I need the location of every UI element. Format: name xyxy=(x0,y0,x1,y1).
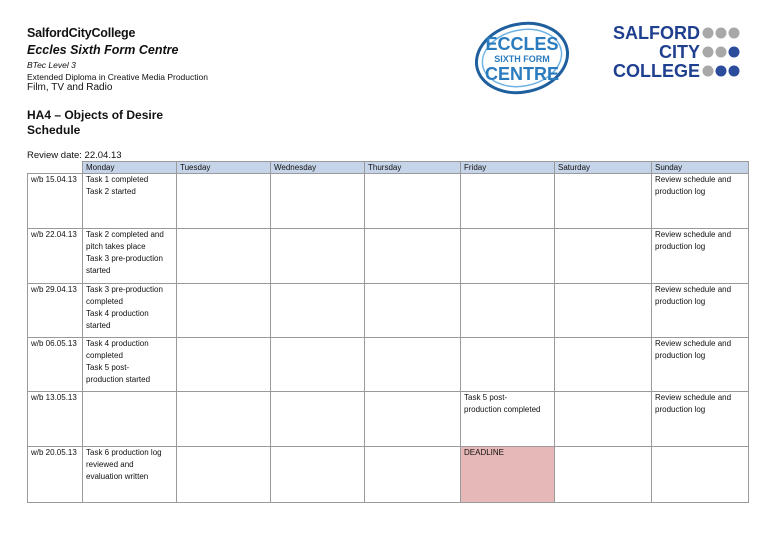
week-label: w/b 06.05.13 xyxy=(28,338,83,392)
wednesday-cell xyxy=(271,284,365,338)
saturday-cell xyxy=(555,447,652,503)
thursday-cell xyxy=(365,392,461,447)
tuesday-cell xyxy=(177,284,271,338)
tuesday-cell xyxy=(177,174,271,229)
eccles-logo-line1: ECCLES xyxy=(485,34,559,54)
cell-line: Task 2 started xyxy=(86,187,136,196)
logo-dot xyxy=(703,28,714,39)
eccles-logo-graphic xyxy=(472,20,572,96)
logo-dot xyxy=(716,28,727,39)
cell-line: completed xyxy=(86,351,123,360)
salford-logo-dots xyxy=(703,28,740,77)
sunday-cell xyxy=(652,447,749,503)
thursday-cell xyxy=(365,229,461,284)
cell-line: Task 3 pre-production xyxy=(86,254,163,263)
wednesday-cell xyxy=(271,174,365,229)
cell-line: Task 5 post- xyxy=(464,393,508,402)
week-label: w/b 29.04.13 xyxy=(28,284,83,338)
cell-line: Review schedule and xyxy=(655,175,732,184)
header-corner xyxy=(28,162,83,174)
cell-line: production log xyxy=(655,297,706,306)
logo-dot xyxy=(703,47,714,58)
cell-line: Task 6 production log xyxy=(86,448,162,457)
table-row xyxy=(28,338,749,392)
thursday-cell xyxy=(365,338,461,392)
thursday-cell xyxy=(365,284,461,338)
column-header: Wednesday xyxy=(271,162,365,174)
course-title: Extended Diploma in Creative Media Production xyxy=(27,72,208,82)
logo-dot xyxy=(729,66,740,77)
cell-line: production started xyxy=(86,375,151,384)
column-header: Thursday xyxy=(365,162,461,174)
sunday-cell xyxy=(652,229,749,284)
wednesday-cell xyxy=(271,447,365,503)
deadline-label: DEADLINE xyxy=(464,448,505,457)
sunday-cell xyxy=(652,174,749,229)
table-row xyxy=(28,447,749,503)
schedule-table xyxy=(27,161,749,503)
document-title: Schedule xyxy=(27,123,81,137)
salford-logo-line2: CITY xyxy=(658,42,700,62)
salford-logo-line1: SALFORD xyxy=(613,23,700,43)
cell-line: reviewed and xyxy=(86,460,134,469)
sunday-cell xyxy=(652,338,749,392)
cell-line: evaluation written xyxy=(86,472,149,481)
eccles-logo-line3: CENTRE xyxy=(484,64,560,84)
tuesday-cell xyxy=(177,338,271,392)
monday-cell xyxy=(83,174,177,229)
cell-line: completed xyxy=(86,297,123,306)
wednesday-cell xyxy=(271,392,365,447)
cell-line: Review schedule and xyxy=(655,393,732,402)
cell-line: production log xyxy=(655,405,706,414)
cell-line: Task 5 post- xyxy=(86,363,130,372)
course-pathway: Film, TV and Radio xyxy=(27,82,113,93)
monday-cell xyxy=(83,447,177,503)
cell-line: pitch takes place xyxy=(86,242,146,251)
thursday-cell xyxy=(365,447,461,503)
review-date: Review date: 22.04.13 xyxy=(27,150,122,161)
sunday-cell xyxy=(652,284,749,338)
salford-logo xyxy=(604,22,744,85)
cell-line: Task 4 production xyxy=(86,309,149,318)
cell-line: production log xyxy=(655,187,706,196)
wednesday-cell xyxy=(271,338,365,392)
cell-line: Review schedule and xyxy=(655,339,732,348)
table-row xyxy=(28,284,749,338)
salford-logo-graphic xyxy=(604,22,744,80)
table-row xyxy=(28,392,749,447)
saturday-cell xyxy=(555,392,652,447)
tuesday-cell xyxy=(177,229,271,284)
sunday-cell xyxy=(652,392,749,447)
deadline-cell xyxy=(461,447,555,503)
cell-line: Task 1 completed xyxy=(86,175,149,184)
week-label: w/b 22.04.13 xyxy=(28,229,83,284)
unit-title: HA4 – Objects of Desire xyxy=(27,108,164,122)
logo-dot xyxy=(716,47,727,58)
thursday-cell xyxy=(365,174,461,229)
cell-line: started xyxy=(86,266,111,275)
logo-dot xyxy=(729,28,740,39)
cell-line: started xyxy=(86,321,111,330)
saturday-cell xyxy=(555,174,652,229)
cell-line: Review schedule and xyxy=(655,285,732,294)
saturday-cell xyxy=(555,284,652,338)
column-header: Friday xyxy=(461,162,555,174)
cell-line: Task 4 production xyxy=(86,339,149,348)
monday-cell xyxy=(83,338,177,392)
logo-dot xyxy=(729,47,740,58)
table-row xyxy=(28,174,749,229)
centre-name: Eccles Sixth Form Centre xyxy=(27,43,179,57)
column-header: Monday xyxy=(83,162,177,174)
saturday-cell xyxy=(555,229,652,284)
cell-line: production log xyxy=(655,351,706,360)
logo-dot xyxy=(703,66,714,77)
cell-line: Task 2 completed and xyxy=(86,230,164,239)
tuesday-cell xyxy=(177,392,271,447)
eccles-logo xyxy=(472,20,572,101)
column-header: Saturday xyxy=(555,162,652,174)
organisation-name: SalfordCityCollege xyxy=(27,26,136,40)
tuesday-cell xyxy=(177,447,271,503)
friday-cell xyxy=(461,392,555,447)
friday-cell xyxy=(461,174,555,229)
cell-line: Task 3 pre-production xyxy=(86,285,163,294)
week-label: w/b 20.05.13 xyxy=(28,447,83,503)
cell-line: production log xyxy=(655,242,706,251)
eccles-logo-line2: SIXTH FORM xyxy=(494,54,550,64)
friday-cell xyxy=(461,284,555,338)
column-header: Sunday xyxy=(652,162,749,174)
cell-line: Review schedule and xyxy=(655,230,732,239)
salford-logo-line3: COLLEGE xyxy=(612,61,700,80)
table-header-row xyxy=(28,162,749,174)
cell-line: production completed xyxy=(464,405,541,414)
course-level: BTec Level 3 xyxy=(27,60,76,70)
wednesday-cell xyxy=(271,229,365,284)
table-row xyxy=(28,229,749,284)
friday-cell xyxy=(461,229,555,284)
week-label: w/b 15.04.13 xyxy=(28,174,83,229)
column-header: Tuesday xyxy=(177,162,271,174)
monday-cell xyxy=(83,392,177,447)
saturday-cell xyxy=(555,338,652,392)
monday-cell xyxy=(83,284,177,338)
week-label: w/b 13.05.13 xyxy=(28,392,83,447)
friday-cell xyxy=(461,338,555,392)
monday-cell xyxy=(83,229,177,284)
logo-dot xyxy=(716,66,727,77)
